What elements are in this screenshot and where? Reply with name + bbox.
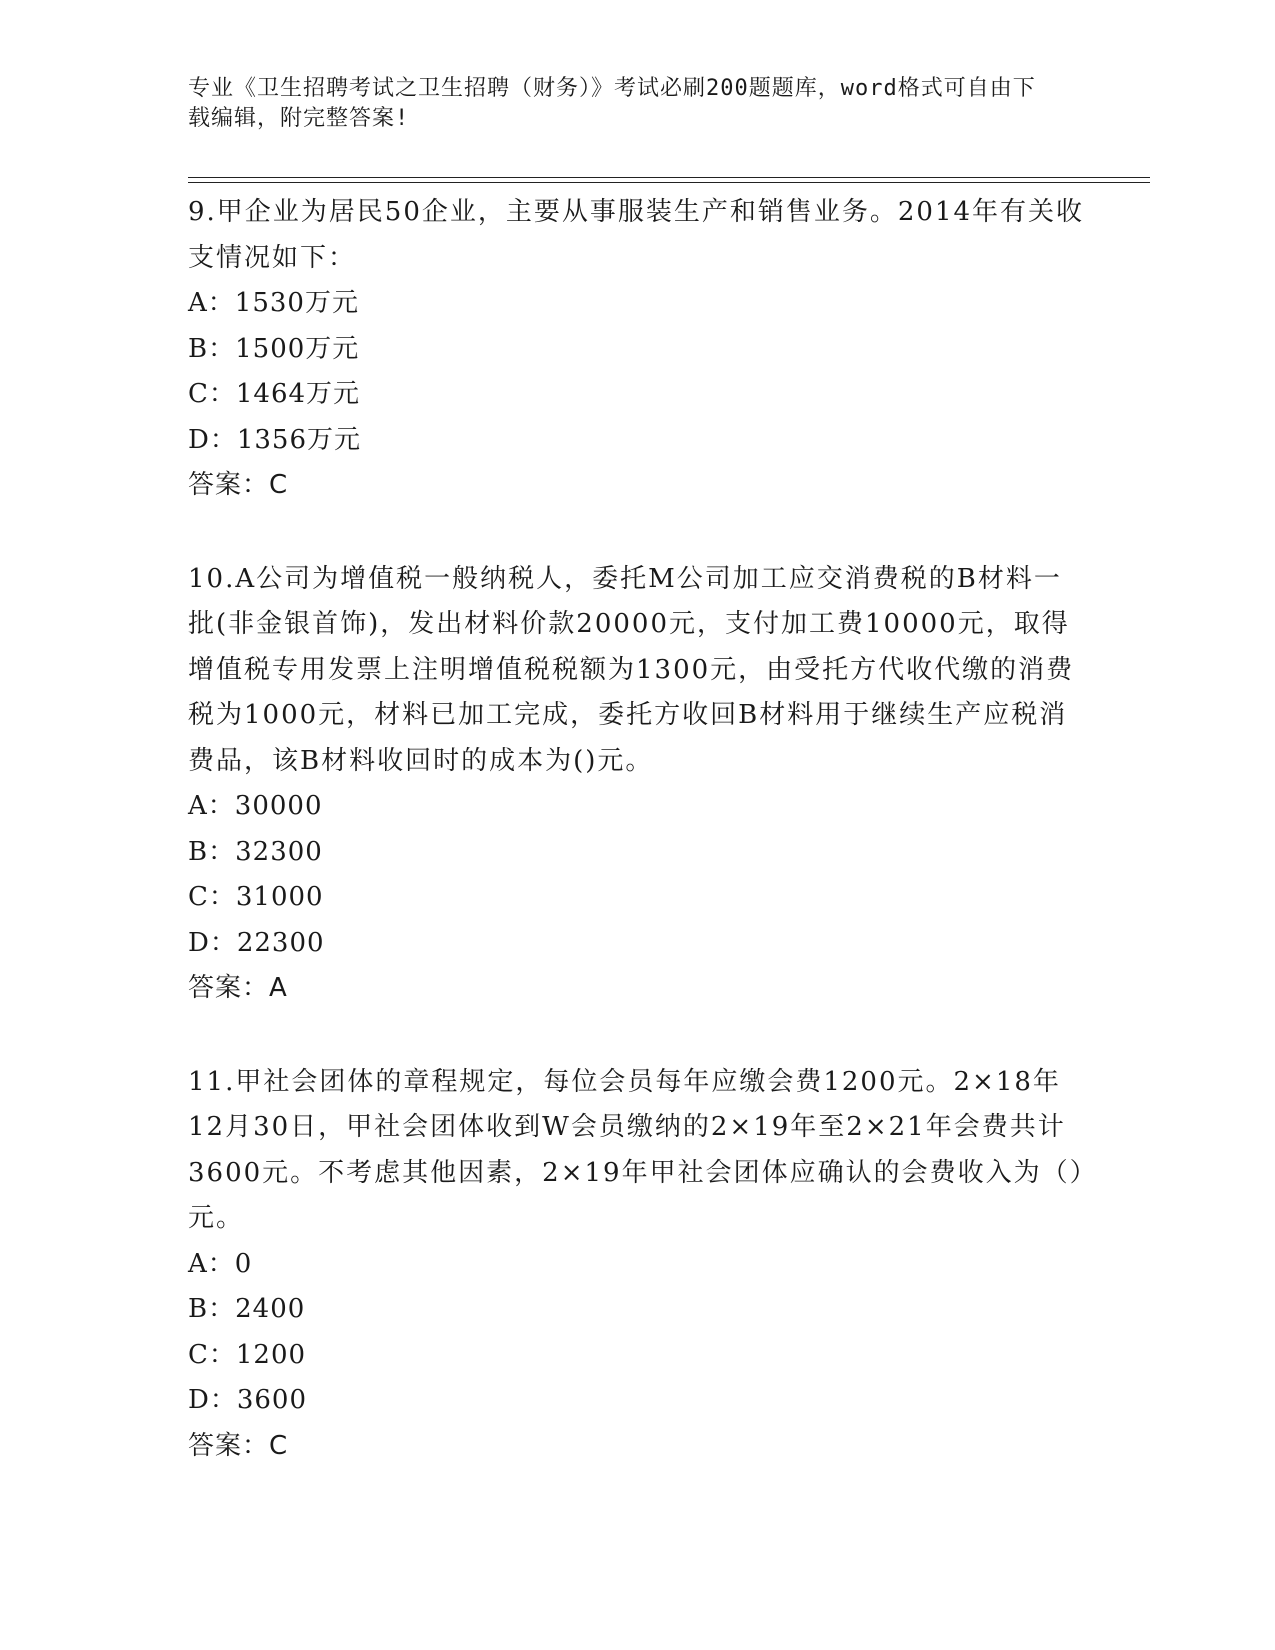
- question-stem: 9.甲企业为居民50企业，主要从事服装生产和销售业务。2014年有关收支情况如下：: [188, 197, 1085, 273]
- option-c: C：31000: [188, 882, 324, 912]
- option-d: D：22300: [188, 927, 325, 958]
- header-divider-bottom: [188, 182, 1150, 183]
- answer-line: 答案：C: [188, 1430, 289, 1461]
- option-b: B：2400: [188, 1294, 306, 1324]
- option-a: A：0: [188, 1248, 253, 1279]
- answer-line: 答案：C: [188, 470, 289, 500]
- option-c: C：1464万元: [188, 379, 361, 409]
- option-b: B：32300: [188, 836, 323, 867]
- option-b: B：1500万元: [188, 333, 360, 364]
- header-divider-top: [188, 177, 1150, 178]
- question-10: [188, 557, 1088, 1012]
- option-d: D：1356万元: [188, 424, 362, 455]
- option-a: A：1530万元: [188, 288, 359, 318]
- question-9: [188, 190, 1088, 509]
- option-a: A：30000: [188, 791, 323, 821]
- question-11: [188, 1060, 1088, 1470]
- question-stem: 11.甲社会团体的章程规定，每位会员每年应缴会费1200元。2×18年12月30日，甲社会团体收到W会员缴纳的2×19年至2×21年会费共计3600元。不考虑其他因素，2×19年甲社会团体应确认的会费收入为（）元。: [188, 1066, 1085, 1233]
- option-d: D：3600: [188, 1385, 308, 1415]
- question-stem: 10.A公司为增值税一般纳税人，委托M公司加工应交消费税的B材料一批(非金银首饰)，发出材料价款20000元，支付加工费10000元，取得增值税专用发票上注明增值税税额为1300元，由受托方代收代缴的消费税为1000元，材料已加工完成，委托方收回B材料用于继续生产应税消费品，该B材料收回时的成本为()元。: [188, 563, 1075, 776]
- answer-line: 答案：A: [188, 973, 288, 1003]
- question-list: [188, 190, 1088, 1517]
- option-c: C：1200: [188, 1339, 307, 1370]
- document-header: 专业《卫生招聘考试之卫生招聘（财务）》考试必刷200题题库，word格式可自由下载编辑，附完整答案!: [188, 76, 1036, 131]
